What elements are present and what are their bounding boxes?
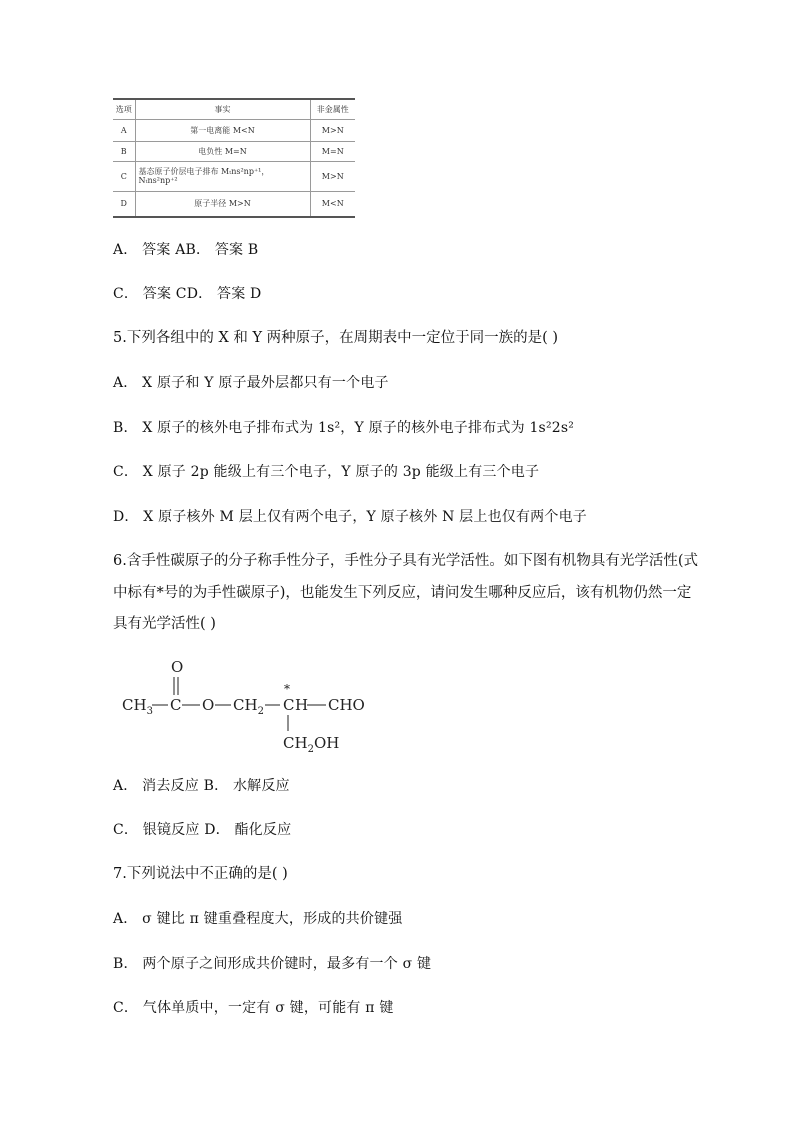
answer-option: C． 银镜反应 D． 酯化反应 bbox=[113, 822, 292, 838]
atom-o-mid: O bbox=[202, 696, 215, 714]
table-cell: M=N bbox=[310, 141, 355, 161]
chiral-star: * bbox=[284, 682, 290, 696]
question-stem: 7.下列说法中不正确的是( ) bbox=[113, 866, 288, 882]
structural-formula bbox=[120, 655, 380, 755]
question-stem: 5.下列各组中的 X 和 Y 两种原子，在周期表中一定位于同一族的是( ) bbox=[113, 330, 559, 346]
atom-h: H bbox=[295, 696, 309, 714]
table-row bbox=[113, 141, 355, 161]
answer-option: C． 气体单质中，一定有 σ 键，可能有 π 键 bbox=[113, 1000, 394, 1016]
atom-c1: C bbox=[170, 696, 182, 714]
atom-ch3: $CH_3$ bbox=[122, 696, 153, 717]
atom-o-top: O bbox=[171, 658, 184, 676]
atom-c2: C bbox=[283, 696, 295, 714]
table-header: 非金属性 bbox=[310, 99, 355, 119]
table-row bbox=[113, 161, 355, 191]
table-cell-line: Nₜns²np⁺² bbox=[138, 176, 178, 185]
answer-option: B． 两个原子之间形成共价键时，最多有一个 σ 键 bbox=[113, 956, 432, 972]
answer-option: A． 答案 AB． 答案 B bbox=[113, 242, 259, 258]
answer-option: A． 消去反应 B． 水解反应 bbox=[113, 778, 290, 794]
table-row bbox=[113, 119, 355, 141]
table-header: 事实 bbox=[135, 99, 310, 119]
table-cell: M>N bbox=[310, 161, 355, 191]
table-cell: M>N bbox=[310, 119, 355, 141]
answer-option: C． X 原子 2p 能级上有三个电子，Y 原子的 3p 能级上有三个电子 bbox=[113, 464, 540, 480]
table-cell: C bbox=[113, 161, 135, 191]
question-stem: 6.含手性碳原子的分子称手性分子，手性分子具有光学活性。如下图有机物具有光学活性(式 bbox=[113, 553, 698, 569]
table-cell: M<N bbox=[310, 191, 355, 217]
answer-option: C． 答案 CD． 答案 D bbox=[113, 286, 262, 302]
table-cell-line: 基态原子价层电子排布 Mₜns²np⁺¹， bbox=[138, 167, 270, 176]
atom-ch2: $CH_2$ bbox=[233, 696, 264, 717]
answer-option: A． σ 键比 π 键重叠程度大，形成的共价键强 bbox=[113, 911, 403, 927]
table-row bbox=[113, 191, 355, 217]
answer-option: D． X 原子核外 M 层上仅有两个电子，Y 原子核外 N 层上也仅有两个电子 bbox=[113, 509, 587, 525]
answer-option: B． X 原子的核外电子排布式为 1s²，Y 原子的核外电子排布式为 1s²2s² bbox=[113, 420, 575, 436]
table-cell: D bbox=[113, 191, 135, 217]
table-cell: 电负性 M=N bbox=[135, 141, 310, 161]
table-cell: A bbox=[113, 119, 135, 141]
answer-option: A． X 原子和 Y 原子最外层都只有一个电子 bbox=[113, 375, 389, 391]
table-header: 选项 bbox=[113, 99, 135, 119]
table-cell: B bbox=[113, 141, 135, 161]
atom-cho: CHO bbox=[328, 696, 365, 714]
table-cell: 原子半径 M>N bbox=[135, 191, 310, 217]
atom-ch2oh: $CH_2OH$ bbox=[283, 734, 340, 755]
question-stem: 具有光学活性( ) bbox=[113, 616, 216, 632]
table-cell: 第一电离能 M<N bbox=[135, 119, 310, 141]
table-cell bbox=[135, 161, 310, 191]
fact-table bbox=[113, 98, 355, 218]
question-stem: 中标有*号的为手性碳原子)，也能发生下列反应，请问发生哪种反应后，该有机物仍然一定 bbox=[113, 585, 692, 601]
